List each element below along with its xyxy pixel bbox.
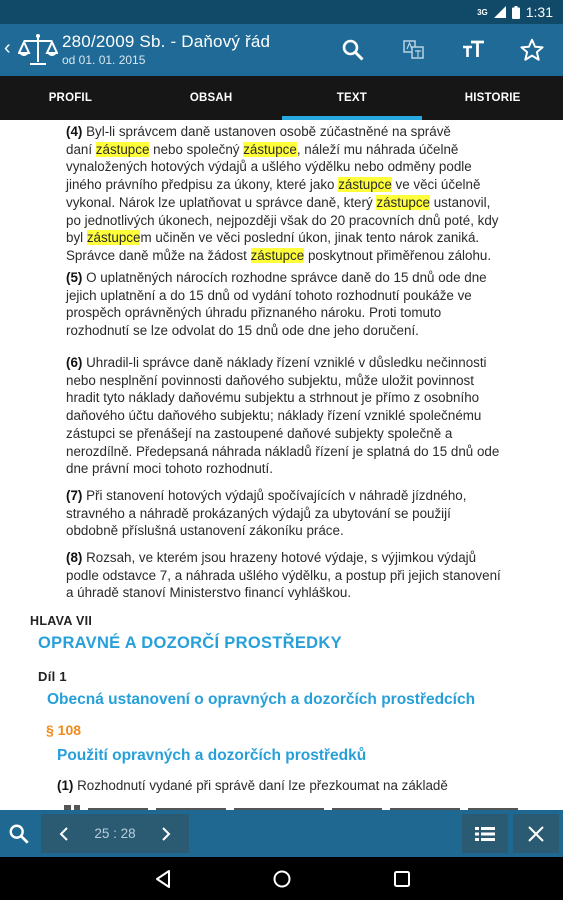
- battery-icon: [512, 6, 520, 19]
- recents-icon[interactable]: [393, 870, 411, 888]
- translate-button[interactable]: [400, 36, 428, 64]
- text-run: Rozsah, ve kterém jsou hrazeny hotové výdaje, s výjimkou výdajů: [86, 550, 477, 565]
- text-run: daňového účtu daňového subjektu; náklady řízení vzniklé společnému: [66, 408, 482, 424]
- text-line: [66, 229, 548, 247]
- text-line: [66, 372, 548, 390]
- document-date: od 01. 01. 2015: [62, 53, 146, 67]
- list-icon: [475, 826, 495, 842]
- close-icon: [527, 825, 545, 843]
- match-position: 25 : 28: [87, 814, 143, 853]
- paragraph-title: Použití opravných a dozorčích prostředků: [57, 747, 367, 764]
- text-line: [66, 322, 548, 340]
- text-line: [66, 287, 548, 305]
- back-icon[interactable]: [154, 869, 172, 889]
- text-line: [66, 141, 548, 159]
- search-highlight: zástupce: [338, 177, 392, 193]
- tab-text[interactable]: TEXT: [282, 76, 423, 120]
- search-highlight: zástupce: [86, 230, 141, 246]
- text-run: poskytnout přiměřenou zálohu.: [304, 247, 492, 263]
- text-run: obdobně příslušná ustanovení zákoníku práce.: [66, 523, 344, 539]
- paragraph-6: [66, 354, 548, 478]
- paragraph-number: (8): [66, 550, 87, 565]
- text-line: [66, 487, 548, 505]
- clock: 1:31: [525, 4, 553, 20]
- back-chevron-icon[interactable]: ‹: [4, 37, 11, 59]
- tab-bar: [0, 76, 563, 120]
- text-line: [66, 247, 548, 265]
- text-run: Byl-li správcem daně ustanoven osobě zúčastněné na správě: [86, 124, 451, 139]
- paragraph-1: [57, 777, 547, 795]
- text-run: dne právní moci tohoto rozhodnutí.: [66, 461, 273, 477]
- text-line: [66, 584, 548, 602]
- text-size-icon: [462, 39, 486, 61]
- text-run: daní: [66, 141, 96, 157]
- status-bar: [0, 0, 563, 24]
- tab-profil[interactable]: PROFIL: [48, 92, 93, 104]
- favorite-button[interactable]: [518, 36, 546, 64]
- dil-title: Obecná ustanovení o opravných a dozorčích prostředcích: [47, 691, 476, 708]
- text-run: nebo společný: [149, 141, 244, 157]
- text-line: [66, 522, 548, 540]
- search-button[interactable]: [0, 814, 38, 853]
- paragraph-4: [66, 123, 548, 265]
- document-title: 280/2009 Sb. - Daňový řád: [62, 32, 271, 51]
- close-search-button[interactable]: [513, 814, 559, 853]
- text-line: [66, 212, 548, 230]
- paragraph-sign: § 108: [46, 722, 82, 738]
- text-line: [66, 354, 548, 372]
- paragraph-text: Rozhodnutí vydané při správě daní lze přezkoumat na základě: [77, 778, 448, 793]
- dil-label: Díl 1: [38, 669, 67, 684]
- text-run: a úhradě stanoví Ministerstvo financí vyhláškou.: [66, 585, 352, 601]
- text-line: [66, 505, 548, 523]
- text-run: prospěch oprávněných úhradu přiznaného nároku. Proti tomuto: [66, 305, 442, 321]
- paragraph-number: (4): [66, 124, 87, 139]
- text-run: ve věci účelně: [391, 177, 481, 193]
- law-text-content[interactable]: [0, 120, 563, 810]
- text-run: rozhodnutí se lze odvolat do 15 dnů ode dne jeho doručení.: [66, 323, 419, 339]
- chevron-right-icon: [160, 826, 172, 842]
- search-highlight: zástupce: [95, 141, 150, 157]
- text-run: jiného právního předpisu za úkony, které jako: [66, 177, 339, 193]
- text-run: Uhradil-li správce daně náklady řízení vzniklé v důsledku nečinnosti: [86, 355, 487, 370]
- text-line: [66, 460, 548, 478]
- bottom-search-bar: [0, 810, 563, 857]
- next-match-button[interactable]: [143, 814, 189, 853]
- search-highlight: zástupce: [250, 247, 305, 263]
- paragraph-8: [66, 549, 548, 602]
- text-run: hradit tyto náklady daňovému subjektu a strhnout je přímo z osobního: [66, 390, 480, 406]
- text-line: [66, 425, 548, 443]
- text-run: m učiněn ve věci poslední úkon, jinak tento nárok zaniká.: [140, 230, 480, 246]
- text-run: vynaložených hotových výdajů a ušlého výdělku nebo odměny podle: [66, 159, 472, 175]
- text-run: nerozdílně. Předepsaná náhrada nákladů řízení je splatná do 15 dnů ode: [66, 443, 500, 459]
- text-line: [66, 194, 548, 212]
- text-line: [66, 123, 548, 141]
- text-run: nebo nesplnění povinnosti daňového subjektu, může uložit povinnost: [66, 372, 474, 388]
- text-run: vykonal. Nárok lze uplatňovat u správce daně, který: [66, 194, 377, 210]
- home-icon[interactable]: [272, 869, 292, 889]
- paragraph-number: (1): [57, 778, 74, 793]
- text-run: , náleží mu náhrada účelně: [296, 141, 459, 157]
- translate-icon: [403, 39, 425, 61]
- search-icon: [341, 38, 365, 62]
- search-icon: [8, 823, 30, 845]
- paragraph-number: (6): [66, 355, 87, 370]
- scales-logo-icon[interactable]: [18, 32, 58, 68]
- text-run: Při stanovení hotových výdajů spočívajících v náhradě jízdného,: [86, 488, 467, 503]
- text-line: [66, 549, 548, 567]
- chevron-left-icon: [58, 826, 70, 842]
- status-icons: [477, 4, 553, 20]
- text-line: [66, 567, 548, 585]
- text-run: Správce daně může na žádost: [66, 247, 251, 263]
- text-size-button[interactable]: [460, 36, 488, 64]
- signal-icon: [494, 6, 506, 18]
- text-line: [66, 389, 548, 407]
- hlava-title: OPRAVNÉ A DOZORČÍ PROSTŘEDKY: [38, 634, 342, 652]
- text-run: podle odstavce 7, a náhrada ušlého výdělku, a postup při jejich stanovení: [66, 567, 501, 583]
- text-line: [66, 407, 548, 425]
- text-run: ustanovil,: [430, 194, 491, 210]
- paragraph-5: [66, 269, 548, 340]
- app-bar: [0, 24, 563, 76]
- previous-match-button[interactable]: [41, 814, 87, 853]
- hlava-label: HLAVA VII: [30, 614, 93, 628]
- results-list-button[interactable]: [462, 814, 508, 853]
- text-line: [66, 158, 548, 176]
- text-run: stravného a náhradě prokázaných výdajů za ubytování se použijí: [66, 505, 451, 521]
- star-icon: [519, 37, 545, 63]
- text-line: [66, 304, 548, 322]
- text-run: jejich uplatnění a do 15 dnů od vydání tohoto rozhodnutí poukáže ve: [66, 287, 472, 303]
- search-button[interactable]: [339, 36, 367, 64]
- text-run: po jednotlivých úkonech, nejpozději však do 20 pracovních dnů poté, kdy: [66, 212, 499, 228]
- search-highlight: zástupce: [376, 194, 430, 210]
- paragraph-number: (5): [66, 270, 87, 285]
- text-run: zástupci se přenášejí na zastoupené daňové subjekty společně a: [66, 425, 453, 441]
- search-highlight: zástupce: [243, 141, 297, 157]
- text-line: [66, 269, 548, 287]
- tab-historie[interactable]: HISTORIE: [464, 92, 521, 104]
- paragraph-7: [66, 487, 548, 540]
- system-navigation-bar: [0, 857, 563, 900]
- paragraph-number: (7): [66, 488, 87, 503]
- network-type: 3G: [477, 7, 488, 17]
- text-run: byl: [66, 230, 87, 246]
- text-line: [66, 176, 548, 194]
- tab-obsah[interactable]: OBSAH: [189, 92, 233, 104]
- text-run: O uplatněných nárocích rozhodne správce daně do 15 dnů ode dne: [86, 270, 487, 285]
- text-line: [66, 443, 548, 461]
